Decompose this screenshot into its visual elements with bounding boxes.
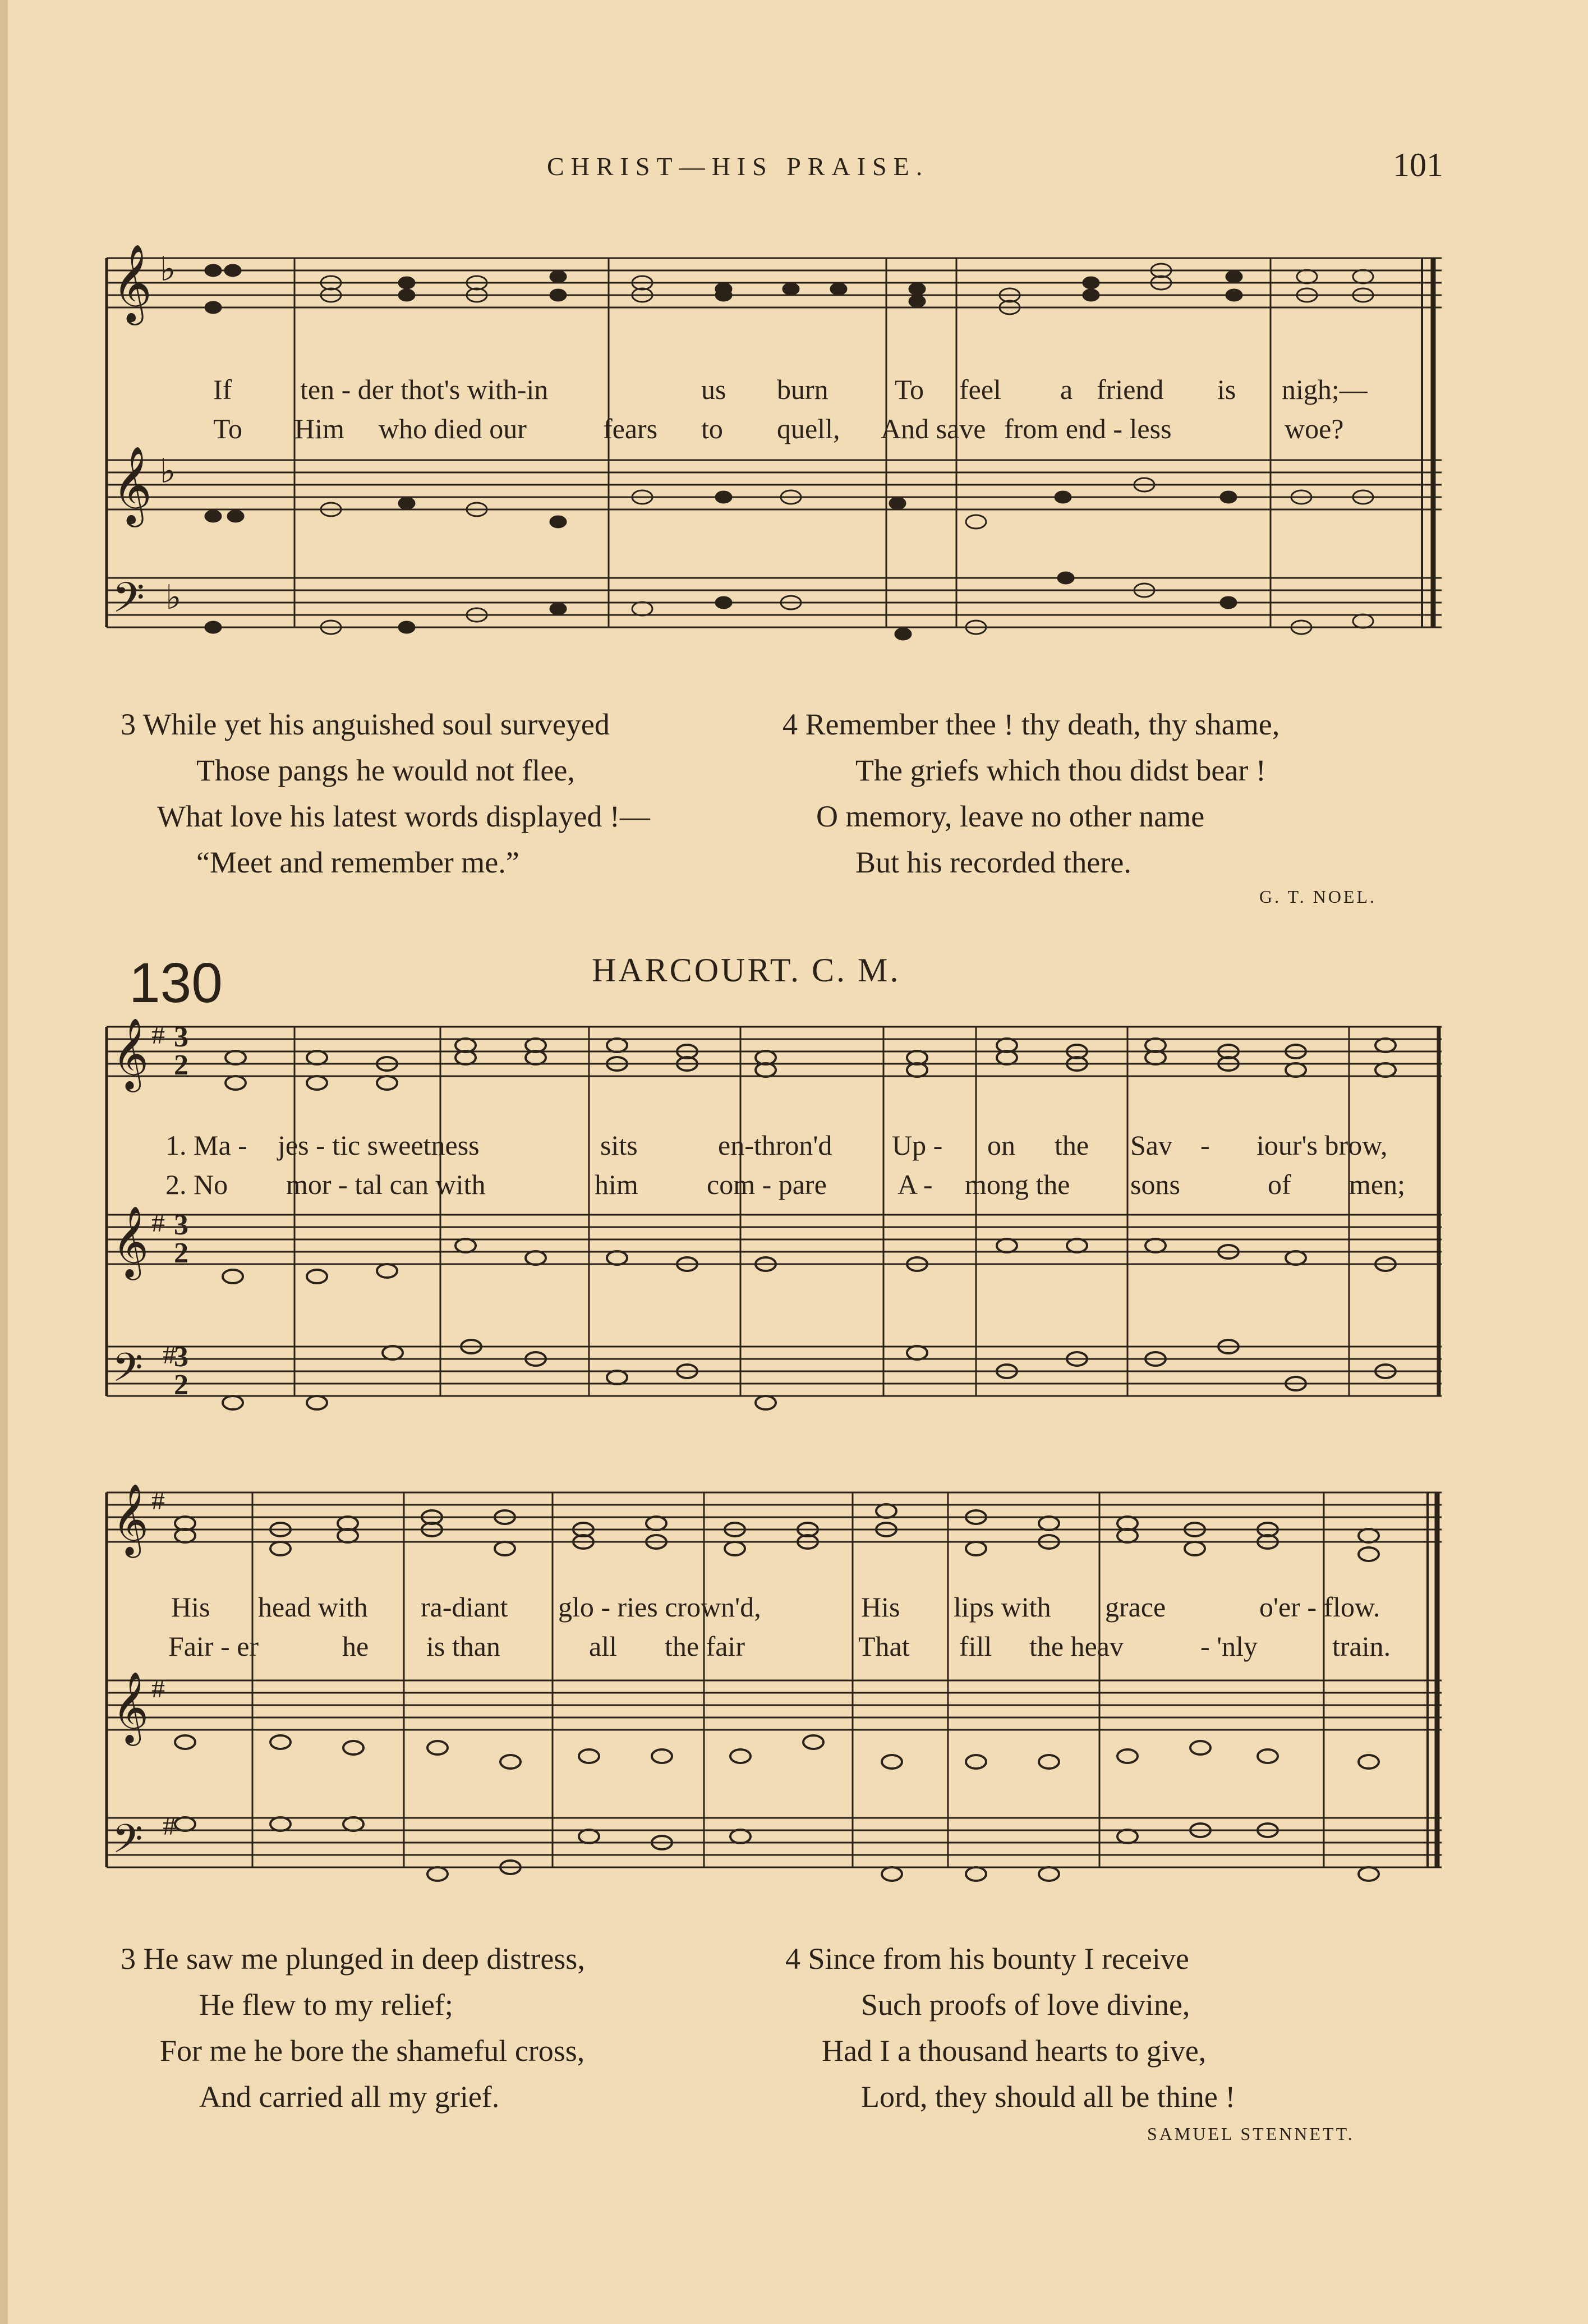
verse-3-130: 3 He saw me plunged in deep distress, He flew to my relief; For me he bore the shameful cross, And carried all my grief. — [121, 1942, 585, 2114]
page-edge — [0, 0, 8, 2324]
svg-text:3: 3 — [174, 1021, 188, 1053]
page-header — [0, 146, 1588, 196]
svg-text:𝄞: 𝄞 — [112, 446, 152, 524]
svg-text:2: 2 — [174, 1369, 188, 1401]
treble-staff-2 — [107, 460, 1442, 509]
svg-text:𝄢: 𝄢 — [112, 1345, 143, 1400]
hymn-title: HARCOURT. C. M. — [592, 952, 901, 989]
svg-text:#: # — [151, 1208, 165, 1238]
running-title: CHRIST—HIS PRAISE. — [547, 152, 929, 181]
svg-text:♭: ♭ — [160, 453, 176, 490]
svg-text:2: 2 — [174, 1237, 188, 1269]
page-number: 101 — [1393, 146, 1443, 183]
svg-text:#: # — [163, 1340, 176, 1370]
svg-text:𝄞: 𝄞 — [112, 1483, 149, 1555]
svg-text:3: 3 — [174, 1209, 188, 1241]
verse-4-prev: 4 Remember thee ! thy death, thy shame, The griefs which thou didst bear ! O memory, leave no other name But his recorded there. — [783, 708, 1280, 879]
music-system-prev: 𝄞 𝄞 𝄢 ♭ ♭ ♭ If ten - der thot's with-in us burn To feel a friend is nigh;— To Him who died our fears to quell, And save from end - less woe? — [101, 224, 1447, 662]
author-credit-130: SAMUEL STENNETT. — [1147, 2124, 1355, 2144]
staff-notation-a — [101, 1010, 1447, 1425]
author-credit-prev: G. T. NOEL. — [1259, 887, 1377, 907]
svg-text:3: 3 — [174, 1341, 188, 1373]
svg-text:#: # — [151, 1674, 165, 1703]
svg-text:𝄢: 𝄢 — [112, 573, 145, 632]
hymn-number: 130 — [129, 952, 223, 1014]
svg-text:2: 2 — [174, 1049, 188, 1081]
svg-text:𝄞: 𝄞 — [112, 1205, 149, 1277]
svg-text:#: # — [163, 1811, 176, 1841]
svg-text:𝄞: 𝄞 — [112, 1017, 149, 1089]
svg-text:♭: ♭ — [160, 251, 176, 288]
treble-staff-1 — [107, 258, 1442, 307]
svg-text:𝄢: 𝄢 — [112, 1816, 143, 1872]
svg-text:𝄞: 𝄞 — [112, 1671, 149, 1743]
svg-text:♭: ♭ — [165, 579, 182, 616]
verse-4-130: 4 Since from his bounty I receive Such proofs of love divine, Had I a thousand hearts to give, Lord, they should all be thine ! — [785, 1942, 1236, 2114]
bass-staff — [107, 578, 1442, 627]
music-system-b: 𝄞 𝄞 𝄢 # # # His head with ra-diant glo - ries crown'd, His lips with grace o'er - flow. Fair - er he is than all the fair That fill the heav - 'nly train. — [101, 1464, 1447, 1896]
svg-text:#: # — [151, 1020, 165, 1050]
svg-text:#: # — [151, 1486, 165, 1515]
music-system-a: 𝄞 𝄞 𝄢 # # # 3 2 3 2 3 2 1. Ma - jes - tic sweetness sits en-thron'd Up - on the Sav - iour's brow, 2. No mor - tal can with him com - pare A - mong the sons of men; — [101, 1010, 1447, 1425]
verse-3-prev: 3 While yet his anguished soul surveyed Those pangs he would not flee, What love his latest words displayed !— “Meet and remember me.” — [121, 708, 650, 879]
staff-notation-b — [101, 1464, 1447, 1896]
svg-text:𝄞: 𝄞 — [112, 244, 152, 322]
